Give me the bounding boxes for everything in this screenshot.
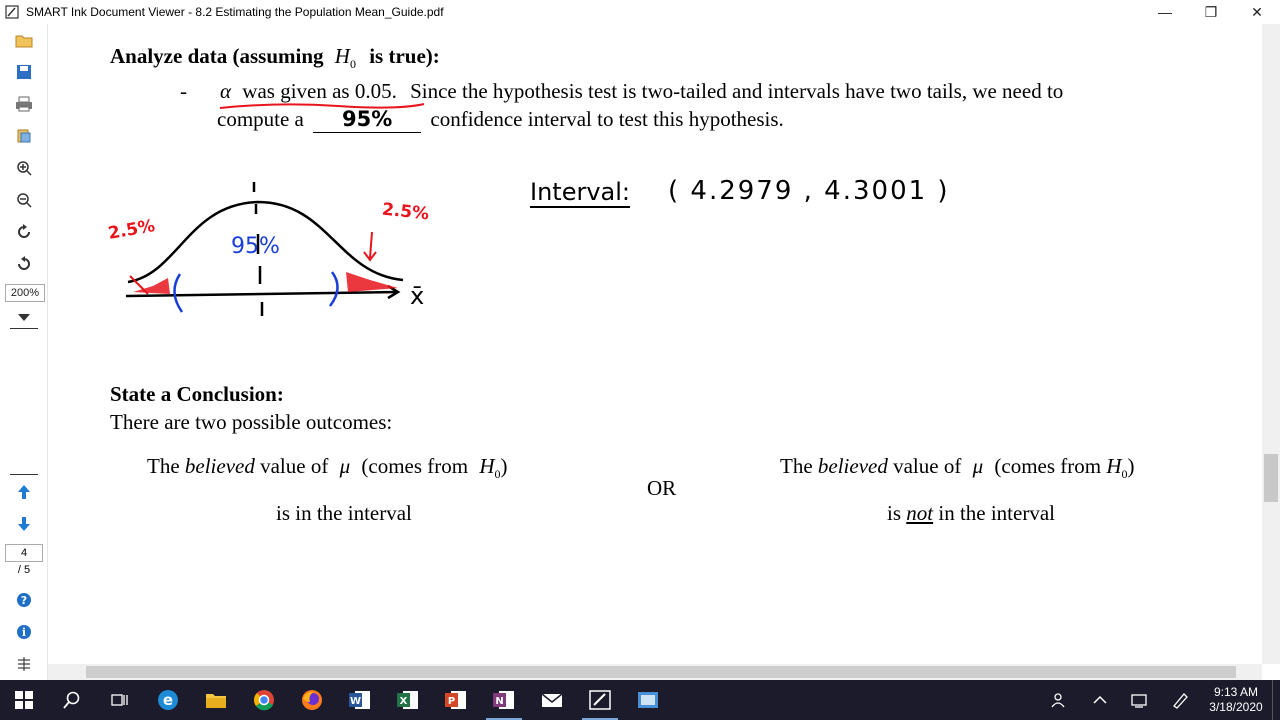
- svg-text:i: i: [21, 626, 27, 639]
- zoom-out-icon[interactable]: [10, 188, 38, 212]
- right-outcome-line2: is not in the interval: [887, 501, 1055, 525]
- zoom-level-field[interactable]: 200%: [5, 284, 45, 302]
- zoom-in-icon[interactable]: [10, 156, 38, 180]
- total-pages: / 5: [17, 564, 31, 576]
- smart-board-tools-icon[interactable]: [624, 680, 672, 720]
- interval-value: ( 4.2979 , 4.3001 ): [668, 176, 950, 206]
- smart-ink-app-icon: [4, 4, 20, 20]
- rotate-clockwise-icon[interactable]: [10, 220, 38, 244]
- svg-text:N: N: [495, 696, 504, 707]
- svg-text:P: P: [447, 696, 456, 707]
- file-explorer-icon[interactable]: [192, 680, 240, 720]
- minimize-button[interactable]: —: [1158, 4, 1172, 20]
- alpha-symbol: α: [220, 79, 232, 103]
- bullet-dash: -: [180, 79, 187, 103]
- show-hidden-icons-icon[interactable]: [1080, 680, 1120, 720]
- zoom-dropdown-icon[interactable]: [10, 306, 38, 330]
- next-page-icon[interactable]: [10, 512, 38, 536]
- word-icon[interactable]: [336, 680, 384, 720]
- help-icon[interactable]: [10, 588, 38, 612]
- red-underline-annotation: [218, 100, 428, 112]
- excel-icon[interactable]: [384, 680, 432, 720]
- or-text: OR: [647, 476, 677, 500]
- analyze-heading: Analyze data (assuming $H_0$ is true):: [110, 44, 440, 72]
- edge-browser-icon[interactable]: [144, 680, 192, 720]
- horizontal-scrollbar[interactable]: [48, 664, 1262, 680]
- start-button[interactable]: [0, 680, 48, 720]
- clock-time: 9:13 AM: [1213, 685, 1259, 699]
- smart-ink-viewer-icon[interactable]: [576, 680, 624, 720]
- maximize-button[interactable]: ❐: [1204, 3, 1218, 20]
- handwritten-95-percent: 95%: [342, 107, 393, 131]
- compute-sentence: compute a 95% confidence interval to test this hypothesis.: [217, 107, 784, 131]
- interval-label: Interval:: [530, 178, 630, 206]
- left-tail-label: 2.5%: [106, 216, 157, 244]
- open-folder-icon[interactable]: [10, 28, 38, 52]
- window-title: SMART Ink Document Viewer - 8.2 Estimating the Population Mean_Guide.pdf: [26, 5, 444, 19]
- print-icon[interactable]: [10, 92, 38, 116]
- system-tray: [1040, 680, 1280, 720]
- vertical-scrollbar[interactable]: [1262, 24, 1280, 664]
- rotate-counterclockwise-icon[interactable]: [10, 252, 38, 276]
- sidebar-divider: [10, 328, 38, 329]
- document-page: [48, 24, 1262, 664]
- svg-text:W: W: [349, 696, 362, 707]
- vertical-scroll-thumb[interactable]: [1264, 454, 1278, 502]
- task-view-icon[interactable]: [96, 680, 144, 720]
- alpha-sentence: α was given as 0.05. Since the hypothesis test is two-tailed and intervals have two tails, we need to: [220, 79, 1064, 103]
- previous-page-icon[interactable]: [10, 480, 38, 504]
- svg-text:?: ?: [20, 594, 28, 607]
- outcomes-intro: There are two possible outcomes:: [110, 410, 393, 434]
- right-outcome-line1: The believed value of μ (comes from $H_0$): [780, 454, 1135, 482]
- page-view-icon[interactable]: [10, 124, 38, 148]
- left-outcome-line2: is in the interval: [276, 501, 412, 525]
- info-icon[interactable]: [10, 620, 38, 644]
- svg-text:e: e: [162, 691, 174, 709]
- save-icon[interactable]: [10, 60, 38, 84]
- right-tail-label: 2.5%: [381, 199, 431, 225]
- clock-date: 3/18/2020: [1209, 700, 1263, 714]
- mu-symbol: μ: [972, 454, 984, 478]
- powerpoint-icon[interactable]: [432, 680, 480, 720]
- firefox-icon[interactable]: [288, 680, 336, 720]
- taskbar: [0, 680, 1280, 720]
- svg-text:X: X: [399, 696, 408, 707]
- close-button[interactable]: ✕: [1251, 3, 1263, 20]
- search-icon[interactable]: [48, 680, 96, 720]
- toolbar-options-icon[interactable]: [10, 652, 38, 676]
- conclusion-heading: State a Conclusion:: [110, 382, 284, 406]
- h0-symbol: H: [334, 44, 350, 68]
- tool-sidebar: [0, 24, 48, 680]
- people-icon[interactable]: [1040, 680, 1080, 720]
- title-bar: [0, 0, 1280, 24]
- mail-icon[interactable]: [528, 680, 576, 720]
- network-icon[interactable]: [1120, 680, 1160, 720]
- chrome-icon[interactable]: [240, 680, 288, 720]
- left-outcome-line1: The believed value of μ (comes from $H_0$): [147, 454, 508, 482]
- sidebar-divider: [10, 474, 38, 475]
- mu-symbol: μ: [339, 454, 351, 478]
- current-page-field[interactable]: 4: [5, 544, 43, 562]
- clock[interactable]: [1200, 685, 1272, 715]
- onenote-icon[interactable]: [480, 680, 528, 720]
- center-percent-label: 95%: [231, 234, 280, 259]
- horizontal-scroll-thumb[interactable]: [86, 666, 1236, 678]
- pen-workspace-icon[interactable]: [1160, 680, 1200, 720]
- show-desktop-button[interactable]: [1272, 680, 1280, 720]
- xbar-label: x̄: [410, 282, 425, 310]
